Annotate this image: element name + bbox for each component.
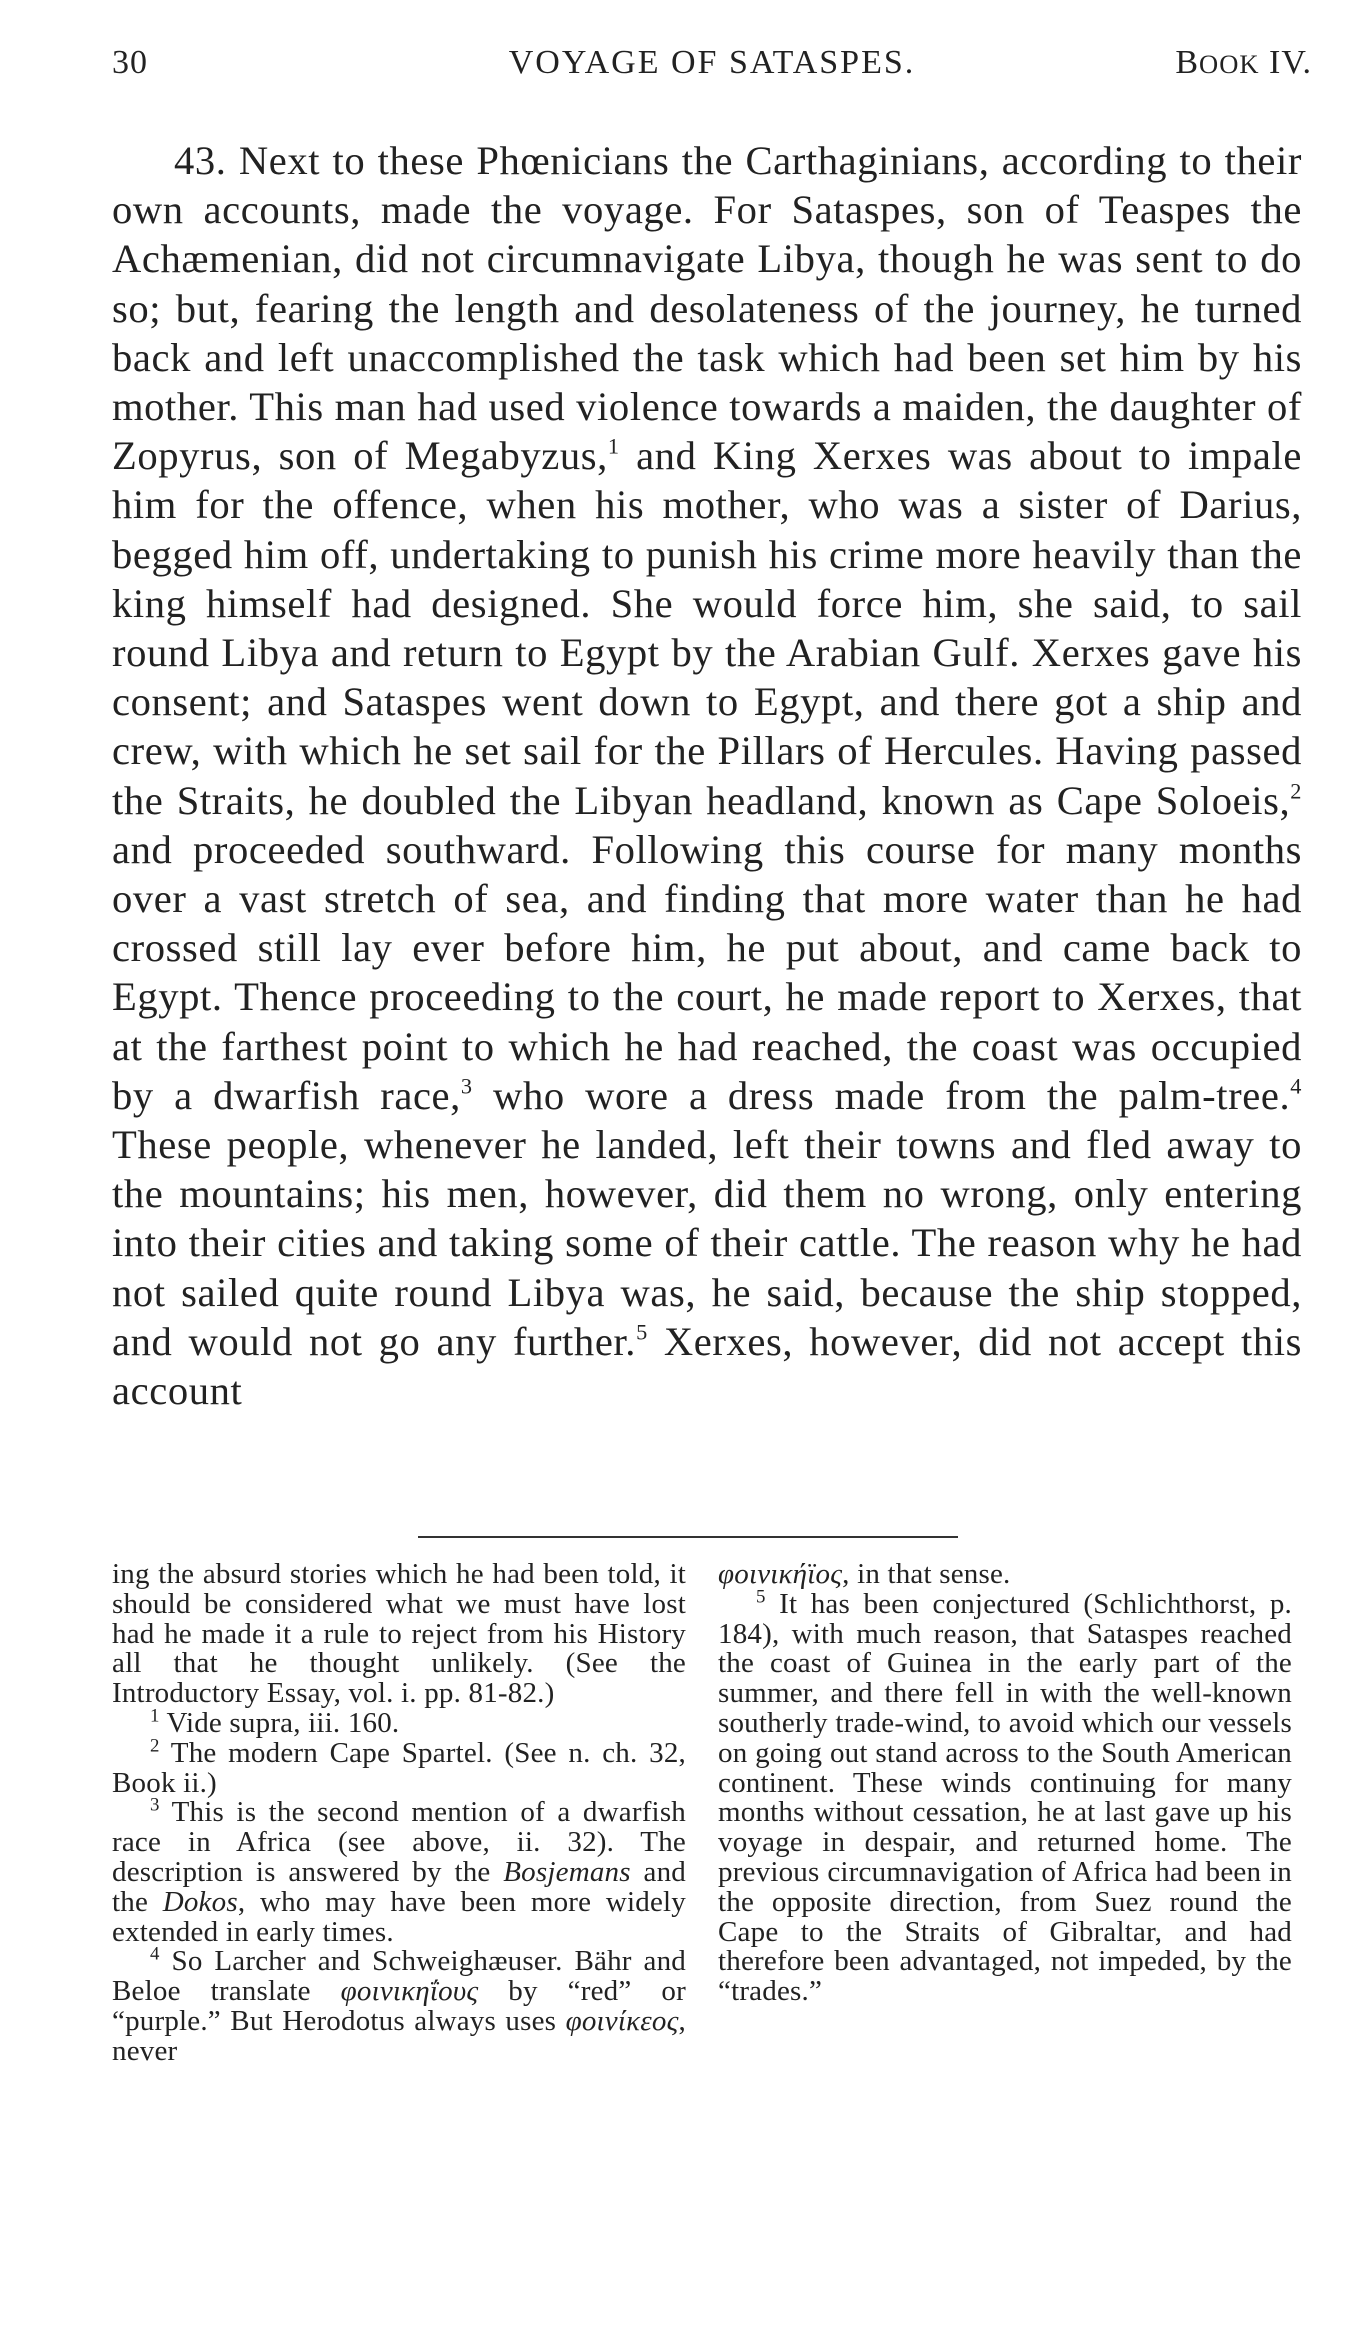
- footnotes-left-column: [112, 1560, 686, 2067]
- footnote-4: $^4$ So Larcher and Schweighæuser. Bähr and Beloe translate φοινικηΐους by “red” or “purple.” But Herodotus always uses φοινίκεος, never: [112, 1944, 686, 2067]
- running-title: VOYAGE OF SATASPES.: [508, 44, 916, 81]
- footnote-4-continuation: φοινικήϊος, in that sense.: [718, 1558, 1011, 1590]
- footnotes-right-column: [718, 1560, 1292, 2007]
- page-number: 30: [112, 44, 148, 81]
- footnote-1: $^1$ Vide supra, iii. 160.: [150, 1705, 400, 1739]
- footnote-ref-4: 4: [1290, 1073, 1302, 1099]
- footnote-5: $^5$ It has been conjectured (Schlichthorst, p. 184), with much reason, that Sataspes reached the coast of Guinea in the early part of the summer, and there fell in with the well-known southerly trade-wind, to avoid which our vessels on going out stand across to the South American continent. These winds continuing for many months without cessation, he at last gave up his voyage in despair, and returned home. The previous circumnavigation of Africa had been in the opposite direction, from Suez round the Cape to the Straits of Gibraltar, and had therefore been advantaged, not impeded, by the “trades.”: [718, 1586, 1292, 2008]
- running-header: [112, 44, 1312, 94]
- footnote-3: $^3$ This is the second mention of a dwarfish race in Africa (see above, ii. 32). The description is answered by the Bosjemans and the Dokos, who may have been more widely extended in early times.: [112, 1795, 687, 1948]
- footnote-2: $^2$ The modern Cape Spartel. (See n. ch. 32, Book ii.): [112, 1735, 686, 1799]
- footnote-ref-2: 2: [1290, 778, 1302, 804]
- footnote-divider: [418, 1536, 958, 1538]
- footnote-ref-1: 1: [607, 433, 620, 459]
- footnote-ref-3: 3: [460, 1073, 473, 1099]
- footnote-ref-5: 5: [636, 1319, 648, 1345]
- footnote-continuation: ing the absurd stories which he had been told, it should be considered what we must have lost had he made it a rule to reject from his History all that he thought unlikely. (See the Introductory Essay, vol. i. pp. 81-82.): [112, 1558, 686, 1710]
- book-label: BOOK IV.: [1175, 44, 1312, 81]
- main-paragraph: 43. Next to these Phœnicians the Carthaginians, according to their own accounts, made the voyage. For Sataspes, son of Teaspes the Achæmenian, did not circumnavigate Libya, though he was sent to do so; but, fearing the length and desolateness of the journey, he turned back and left unaccomplished the task which had been set him by his mother. This man had used violence towards a maiden, the daughter of Zopyrus, son of Megabyzus,$^1$ and King Xerxes was about to impale him for the offence, when his mother, who was a sister of Darius, begged him off, undertaking to punish his crime more heavily than the king himself had designed. She would force him, she said, to sail round Libya and return to Egypt by the Arabian Gulf. Xerxes gave his consent; and Sataspes went down to Egypt, and there got a ship and crew, with which he set sail for the Pillars of Hercules. Having passed the Straits, he doubled the Libyan headland, known as Cape Soloeis,$^2$ and proceeded southward. Following this course for many months over a vast stretch of sea, and finding that more water than he had crossed still lay ever before him, he put about, and came back to Egypt. Thence proceeding to the court, he made report to Xerxes, that at the farthest point to which he had reached, the coast was occupied by a dwarfish race,$^3$ who wore a dress made from the palm-tree.$^4$ These people, whenever he landed, left their towns and fled away to the mountains; his men, however, did them no wrong, only entering into their cities and taking some of their cattle. The reason why he had not sailed quite round Libya was, he said, because the ship stopped, and would not go any further.$^5$ Xerxes, however, did not accept this account: [112, 138, 1303, 1414]
